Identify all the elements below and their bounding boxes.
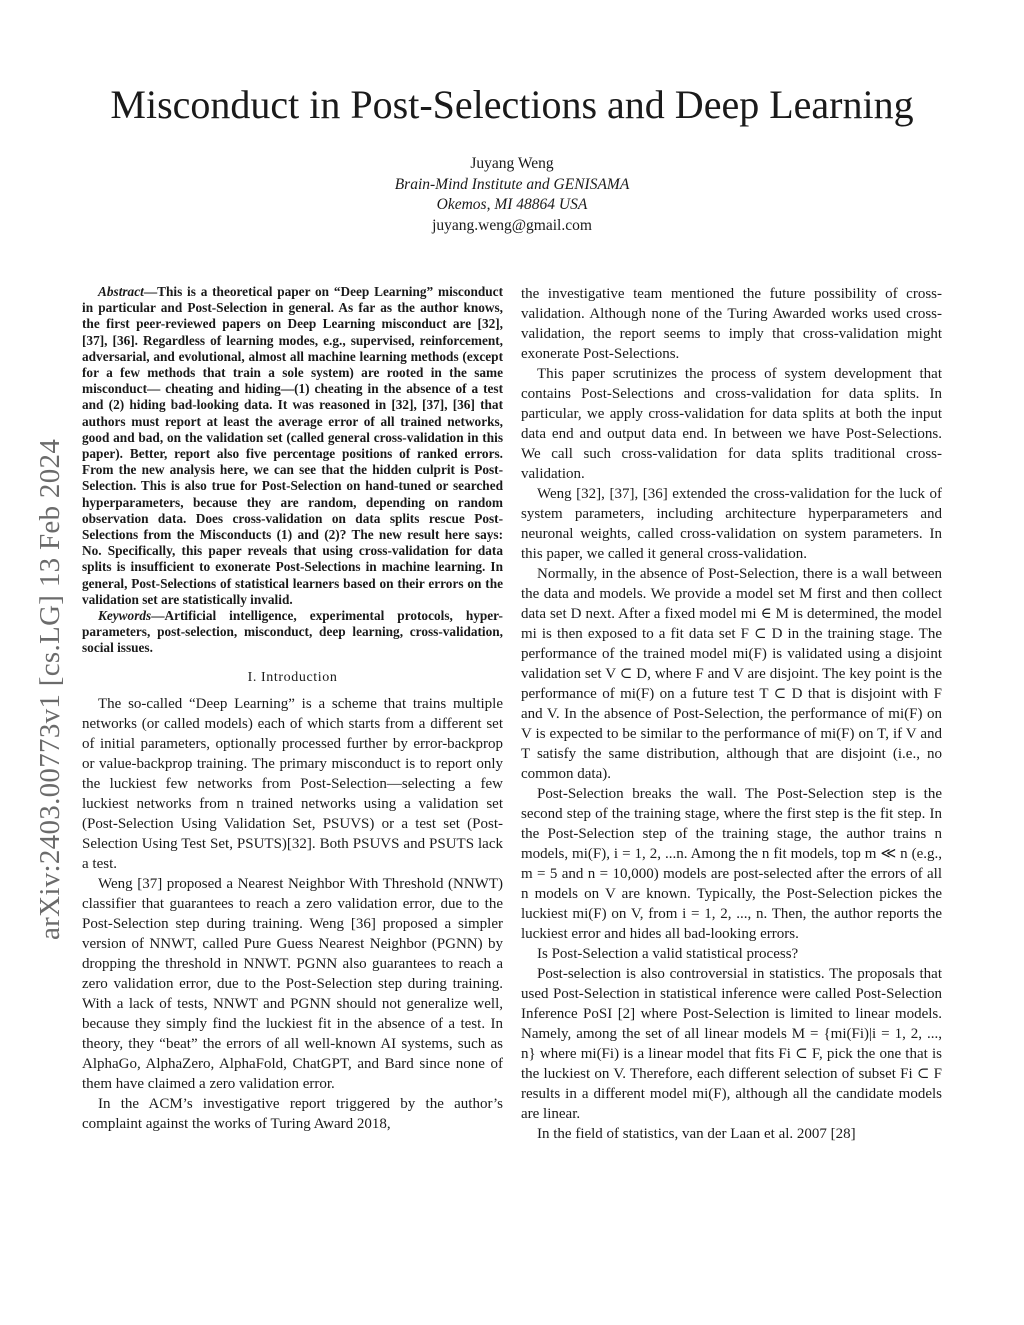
right-paragraph-3: Weng [32], [37], [36] extended the cross-validation for the luck of system parameters, including architecture hyperparameters and neuronal weights, called cross-validation on system parameters. In this paper, we called it general cross-validation.: [521, 486, 942, 562]
intro-paragraph-3: In the ACM’s investigative report triggered by the author’s complaint against the works of Turing Award 2018,: [82, 1095, 503, 1132]
left-column: [82, 284, 503, 1134]
keywords-text: —Artificial intelligence, experimental protocols, hyper-parameters, post-selection, misconduct, deep learning, cross-validation, social issues.: [82, 608, 503, 656]
author-block: [0, 154, 1024, 236]
paper-title: Misconduct in Post-Selections and Deep Learning: [110, 82, 914, 127]
right-paragraph-8: In the field of statistics, van der Laan et al. 2007 [28]: [537, 1126, 856, 1142]
abstract-text: —This is a theoretical paper on “Deep Learning” misconduct in particular and Post-Selection in general. As far as the author knows, the first peer-reviewed papers on Deep Learning misconduct are [32], [37], [36]. Regardless of learning modes, e.g., supervised, reinforcement, adversarial, and evolutional, almost all machine learning methods (except for a few methods that train a sole system) are rooted in the same misconduct— cheating and hiding—(1) cheating in the absence of a test and (2) hiding bad-looking data. It was reasoned in [32], [37], [36] that authors must report at least the average error of all trained networks, good and bad, on the validation set (called general cross-validation in this paper). Better, report also five percentage positions of ranked errors. From the new analysis here, we can see that the hidden culprit is Post-Selection. This is also true for Post-Selection on hand-tuned or searched hyperparameters, because they are random, depending on random observation data. Does cross-validation on data splits rescue Post-Selections from the Misconducts (1) and (2)? The new result here says: No. Specifically, this paper reveals that using cross-validation for data splits is insufficient to exonerate Post-Selections in machine learning. In general, Post-Selections of statistical learners based on their errors on the validation set are statistically invalid.: [82, 284, 503, 607]
intro-paragraph-1: The so-called “Deep Learning” is a scheme that trains multiple networks (or called models) each of which starts from a different set of initial parameters, optionally processed further by error-backprop or value-backprop training. The primary misconduct is to report only the luckiest few networks from Post-Selection—selecting a few luckiest networks from n trained networks using a validation set (Post-Selection Using Validation Set, PSUVS) or a test set (Post-Selection Using Test Set, PSUTS)[32]. Both PSUVS and PSUTS lack a test.: [82, 695, 503, 872]
right-paragraph-6: Is Post-Selection a valid statistical process?: [537, 946, 799, 962]
arxiv-stamp: arXiv:2403.00773v1 [cs.LG] 13 Feb 2024: [34, 438, 66, 940]
intro-paragraph-2: Weng [37] proposed a Nearest Neighbor With Threshold (NNWT) classifier that guarantees to reach a zero validation error, due to the Post-Selection step during training. Weng [36] proposed a simpler version of NNWT, called Pure Guess Nearest Neighbor (PGNN) by dropping the threshold in NNWT. PGNN also guarantees to reach a zero validation error, due to the Post-Selection step during training. With a lack of tests, NNWT and PGNN should not generalize well, because they simply find the luckiest fit in the absence of a test. In theory, they “beat” the errors of all well-known AI systems, such as AlphaGo, AlphaZero, AlphaFold, ChatGPT, and Bard since none of them have claimed a zero validation error.: [82, 875, 503, 1092]
right-paragraph-7: Post-selection is also controversial in statistics. The proposals that used Post-Selection in statistical inference were called Post-Selection Inference PoSI [2] where Post-Selection is limited to linear models. Namely, among the set of all linear models M = {mi(Fi)|i = 1, 2, ..., n} where mi(Fi) is a linear model that fits Fi ⊂ F, pick the one that is the luckiest on V. Therefore, each different selection of subset Fi ⊂ F results in a different model mi(F), although all the candidate models are linear.: [521, 966, 942, 1122]
right-column: [521, 284, 942, 1144]
keywords-label: Keywords: [98, 608, 152, 624]
author-location: Okemos, MI 48864 USA: [436, 196, 588, 213]
author-name: Juyang Weng: [470, 155, 554, 172]
right-paragraph-2: This paper scrutinizes the process of system development that contains Post-Selections and cross-validation for data splits. In particular, we apply cross-validation for data splits at both the input data end and output data end. In between we have Post-Selections. We call such cross-validation for data splits traditional cross-validation.: [521, 366, 942, 482]
author-email[interactable]: juyang.weng@gmail.com: [432, 216, 592, 234]
section-heading-introduction: I. Introduction: [247, 669, 338, 685]
keywords: [82, 608, 503, 657]
abstract-label: Abstract: [98, 284, 144, 299]
abstract: [82, 284, 503, 608]
right-paragraph-5: Post-Selection breaks the wall. The Post-Selection step is the second step of the training stage, where the first step is the fit step. In the Post-Selection step of the training stage, the author trains n models, mi(F), i = 1, 2, ...n. Among the n fit models, top m ≪ n (e.g., m = 5 and n = 10,000) models are post-selected after the errors of all n models on V are known. Typically, the Post-Selection pickes the luckiest mi(F) on V, from i = 1, 2, ..., n. Then, the author reports the luckiest error and hides all bad-looking errors.: [521, 786, 942, 942]
author-affiliation: Brain-Mind Institute and GENISAMA: [394, 175, 630, 193]
right-paragraph-1: the investigative team mentioned the future possibility of cross-validation. Although none of the Turing Awarded works used cross-validation, the report seems to imply that cross-validation might exonerate Post-Selections.: [521, 286, 942, 362]
right-paragraph-4: Normally, in the absence of Post-Selection, there is a wall between the data and models. We provide a model set M first and then collect data set D next. After a fixed model mi ∈ M is determined, the model mi is then exposed to a fit data set F ⊂ D in the training stage. The performance of the trained model mi(F) is validated using a disjoint validation set V ⊂ D, where F and V are disjoint. The key point is the performance of mi(F) on a future test T ⊂ D that is disjoint with F and V. In the absence of Post-Selection, the performance of mi(F) on V is expected to be similar to the performance of mi(F) on T, if V and T satisfy the same distribution, although that are disjoint (i.e., no common data).: [521, 566, 942, 782]
